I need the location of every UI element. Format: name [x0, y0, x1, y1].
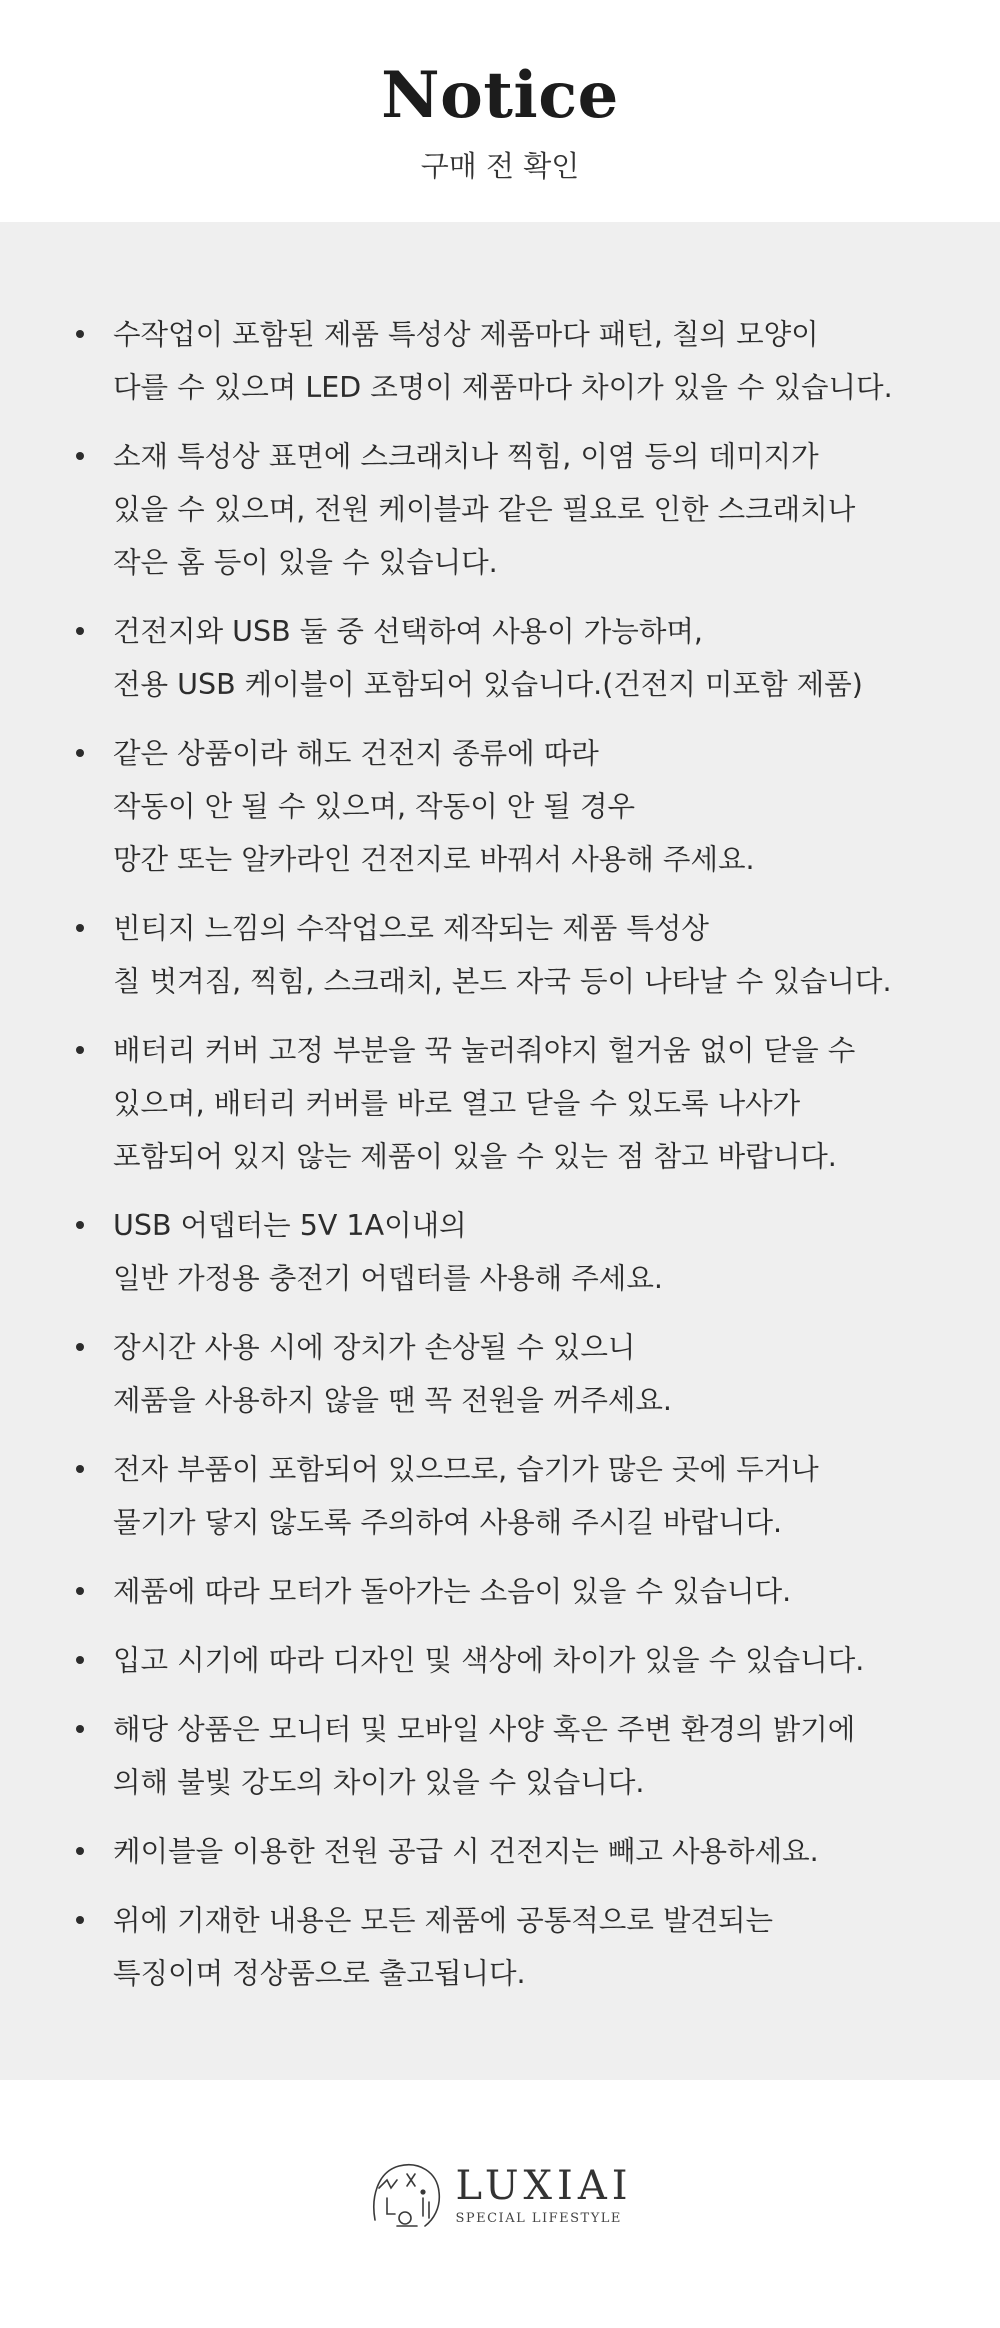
notice-line: 망간 또는 알카라인 건전지로 바꿔서 사용해 주세요. [113, 843, 755, 876]
notice-header [0, 0, 1000, 222]
notice-line: 다를 수 있으며 LED 조명이 제품마다 차이가 있을 수 있습니다. [113, 371, 893, 404]
bullet-dot-icon [76, 627, 84, 635]
bullet-dot-icon [76, 749, 84, 757]
notice-item [113, 1634, 933, 1687]
notice-line: 수작업이 포함된 제품 특성상 제품마다 패턴, 칠의 모양이 [113, 318, 819, 351]
notice-item [113, 1321, 933, 1427]
brand-logo [367, 2158, 632, 2234]
bullet-dot-icon [76, 1046, 84, 1054]
notice-item [113, 1703, 933, 1809]
bullet-dot-icon [76, 330, 84, 338]
notice-line: 의해 불빛 강도의 차이가 있을 수 있습니다. [113, 1766, 645, 1799]
notice-line: 특징이며 정상품으로 출고됩니다. [113, 1957, 526, 1990]
notice-line: 물기가 닿지 않도록 주의하여 사용해 주시길 바랍니다. [113, 1506, 783, 1539]
notice-item [113, 1443, 933, 1549]
bullet-dot-icon [76, 1221, 84, 1229]
notice-line: 칠 벗겨짐, 찍힘, 스크래치, 본드 자국 등이 나타날 수 있습니다. [113, 965, 892, 998]
notice-item [113, 1199, 933, 1305]
notice-content [0, 222, 1000, 2080]
notice-line: 건전지와 USB 둘 중 선택하여 사용이 가능하며, [113, 615, 703, 648]
notice-line: 전자 부품이 포함되어 있으므로, 습기가 많은 곳에 두거나 [113, 1453, 819, 1486]
bullet-dot-icon [76, 452, 84, 460]
notice-line: 장시간 사용 시에 장치가 손상될 수 있으니 [113, 1331, 636, 1364]
notice-line: 소재 특성상 표면에 스크래치나 찍힘, 이염 등의 데미지가 [113, 440, 819, 473]
bullet-dot-icon [76, 1587, 84, 1595]
bullet-dot-icon [76, 1916, 84, 1924]
notice-item [113, 605, 933, 711]
notice-line: 일반 가정용 충전기 어뎁터를 사용해 주세요. [113, 1262, 663, 1295]
notice-item [113, 308, 933, 414]
bullet-dot-icon [76, 1847, 84, 1855]
notice-line: 위에 기재한 내용은 모든 제품에 공통적으로 발견되는 [113, 1904, 774, 1937]
bullet-dot-icon [76, 1656, 84, 1664]
notice-line: 같은 상품이라 해도 건전지 종류에 따라 [113, 737, 599, 770]
luxiai-face-logo-icon [367, 2158, 445, 2234]
notice-line: 제품에 따라 모터가 돌아가는 소음이 있을 수 있습니다. [113, 1575, 792, 1608]
notice-line: 배터리 커버 고정 부분을 꾹 눌러줘야지 헐거움 없이 닫을 수 [113, 1034, 856, 1067]
bullet-dot-icon [76, 1343, 84, 1351]
notice-item [113, 1565, 933, 1618]
notice-line: 빈티지 느낌의 수작업으로 제작되는 제품 특성상 [113, 912, 709, 945]
brand-footer [0, 2080, 1000, 2328]
bullet-dot-icon [76, 1465, 84, 1473]
notice-item [113, 430, 933, 589]
notice-line: 제품을 사용하지 않을 땐 꼭 전원을 꺼주세요. [113, 1384, 672, 1417]
notice-line: 포함되어 있지 않는 제품이 있을 수 있는 점 참고 바랍니다. [113, 1140, 837, 1173]
brand-name: LUXIAI [455, 2163, 633, 2209]
bullet-dot-icon [76, 1725, 84, 1733]
page-title: Notice [381, 58, 619, 133]
page-subtitle: 구매 전 확인 [420, 149, 580, 183]
notice-item [113, 902, 933, 1008]
notice-item [113, 1024, 933, 1183]
notice-line: 케이블을 이용한 전원 공급 시 건전지는 빼고 사용하세요. [113, 1835, 819, 1868]
notice-line: 작은 홈 등이 있을 수 있습니다. [113, 546, 498, 579]
notice-line: 작동이 안 될 수 있으며, 작동이 안 될 경우 [113, 790, 636, 823]
notice-item [113, 1825, 933, 1878]
brand-tagline: SPECIAL LIFESTYLE [455, 2211, 622, 2226]
notice-item [113, 727, 933, 886]
notice-line: 있을 수 있으며, 전원 케이블과 같은 필요로 인한 스크래치나 [113, 493, 856, 526]
bullet-dot-icon [76, 924, 84, 932]
notice-line: 전용 USB 케이블이 포함되어 있습니다.(건전지 미포함 제품) [113, 668, 863, 701]
notice-line: 있으며, 배터리 커버를 바로 열고 닫을 수 있도록 나사가 [113, 1087, 801, 1120]
notice-item [113, 1894, 933, 2000]
notice-line: 해당 상품은 모니터 및 모바일 사양 혹은 주변 환경의 밝기에 [113, 1713, 856, 1746]
notice-line: 입고 시기에 따라 디자인 및 색상에 차이가 있을 수 있습니다. [113, 1644, 865, 1677]
brand-wordmark [455, 2164, 632, 2228]
notice-list [0, 308, 933, 2000]
notice-line: USB 어뎁터는 5V 1A이내의 [113, 1209, 467, 1242]
